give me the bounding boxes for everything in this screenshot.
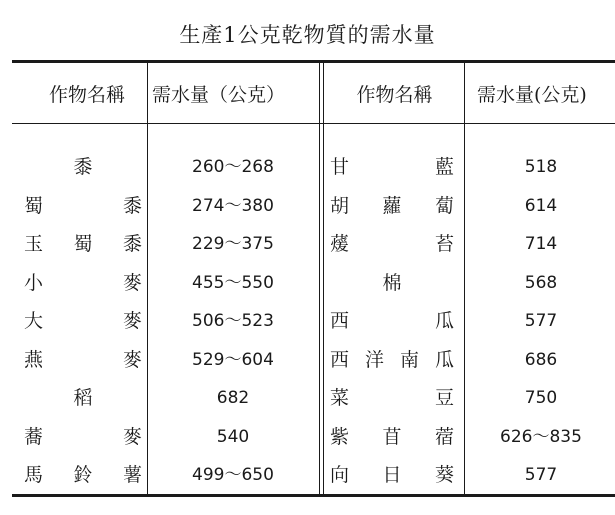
water-amount-right: 577 — [524, 465, 558, 485]
water-amount-right: 626～835 — [500, 426, 582, 447]
table-row — [12, 418, 615, 457]
water-amount-right: 714 — [524, 234, 558, 254]
water-amount-right: 750 — [524, 388, 558, 408]
crop-name-left: 大 麥 — [24, 310, 142, 332]
water-amount-right: 614 — [524, 195, 558, 216]
crop-name-right: 紫 苜 蓿 — [330, 425, 454, 448]
crop-name-left: 稻 — [73, 387, 93, 409]
table-row — [12, 225, 615, 264]
crop-name-right: 西 洋 南 瓜 — [330, 348, 454, 371]
crop-name-left: 黍 — [73, 156, 93, 178]
top-rule — [12, 60, 615, 63]
water-amount-right: 518 — [524, 157, 558, 177]
crop-name-right: 向 日 葵 — [330, 464, 454, 486]
crop-name-left: 馬 鈴 薯 — [24, 464, 142, 486]
water-amount-left: 455～550 — [192, 272, 274, 293]
crop-name-right: 甘 藍 — [330, 156, 454, 178]
crop-name-right: 西 瓜 — [330, 310, 454, 332]
water-amount-left: 499～650 — [192, 465, 274, 485]
table-body — [12, 148, 615, 495]
header-water-right: 需水量(公克) — [477, 84, 587, 106]
crop-name-left: 蕎 麥 — [24, 425, 142, 448]
table-title: 生產1公克乾物質的需水量 — [179, 23, 436, 47]
water-amount-left: 529～604 — [192, 349, 274, 370]
header-crop-name-right: 作物名稱 — [356, 84, 433, 106]
table-row — [12, 187, 615, 226]
water-amount-right: 686 — [524, 349, 558, 370]
header-water-left: 需水量（公克） — [152, 84, 286, 106]
table-row — [12, 148, 615, 187]
table-row — [12, 379, 615, 418]
crop-name-right: 胡 蘿 蔔 — [330, 194, 454, 217]
crop-name-right: 棉 — [382, 271, 402, 294]
table-row — [12, 456, 615, 495]
water-amount-left: 274～380 — [192, 195, 274, 216]
water-amount-left: 260～268 — [192, 157, 274, 177]
crop-name-right: 菜 豆 — [330, 387, 454, 409]
crop-name-left: 小 麥 — [24, 271, 142, 294]
crop-name-right: 蕿 苔 — [330, 233, 454, 255]
header-crop-name-left: 作物名稱 — [48, 84, 125, 106]
water-amount-right: 577 — [524, 311, 558, 331]
water-amount-left: 506～523 — [192, 311, 274, 331]
crop-name-left: 蜀 黍 — [24, 194, 142, 217]
water-amount-left: 540 — [216, 426, 250, 447]
crop-name-left: 玉 蜀 黍 — [24, 233, 142, 255]
water-amount-left: 682 — [216, 388, 250, 408]
water-amount-left: 229～375 — [192, 234, 274, 254]
table-row — [12, 302, 615, 341]
table-row — [12, 341, 615, 380]
water-amount-right: 568 — [524, 272, 558, 293]
water-requirement-table — [12, 60, 615, 498]
crop-name-left: 燕 麥 — [24, 348, 142, 371]
table-row — [12, 264, 615, 303]
header-rule — [12, 123, 615, 124]
